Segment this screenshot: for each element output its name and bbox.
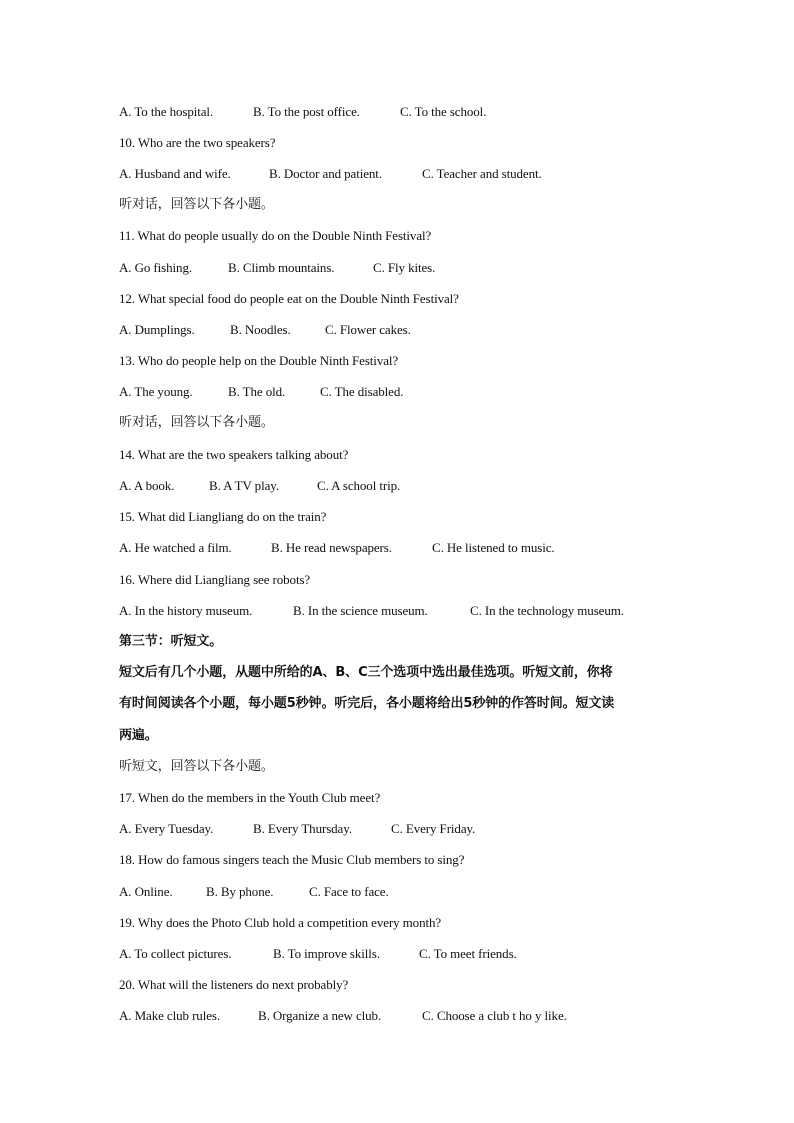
answer-options [119, 946, 517, 962]
option-b: B. Doctor and patient. [269, 166, 382, 181]
answer-options [119, 104, 486, 120]
option-b: B. Organize a new club. [258, 1008, 382, 1023]
option-c: C. He listened to music. [432, 540, 555, 555]
section-directions-line: 两遍。 [119, 728, 158, 743]
answer-options [119, 603, 624, 619]
answer-options [119, 821, 475, 837]
answer-options [119, 322, 411, 338]
question-text: 12. What special food do people eat on the Double Ninth Festival? [119, 291, 459, 306]
option-a: A. To collect pictures. [119, 946, 232, 961]
option-b: B. The old. [228, 384, 286, 399]
option-b: B. In the science museum. [293, 603, 428, 618]
answer-options [119, 478, 400, 494]
answer-options [119, 884, 389, 900]
answer-options [119, 166, 542, 182]
option-a: A. The young. [119, 384, 193, 399]
question-text: 11. What do people usually do on the Double Ninth Festival? [119, 228, 432, 243]
option-a: A. He watched a film. [119, 540, 232, 555]
option-a: A. Make club rules. [119, 1008, 220, 1023]
question-text: 20. What will the listeners do next probably? [119, 977, 349, 992]
section-directions-line: 有时间阅读各个小题，每小题5秒钟。听完后，各小题将给出5秒钟的作答时间。短文读 [119, 696, 615, 711]
section-instruction: 听短文，回答以下各小题。 [119, 759, 274, 774]
option-c: C. Teacher and student. [422, 166, 542, 181]
option-c: C. To meet friends. [419, 946, 517, 961]
option-a: A. A book. [119, 478, 175, 493]
option-c: C. Choose a club t ho y like. [422, 1008, 567, 1023]
option-c: C. Every Friday. [391, 821, 476, 836]
option-a: A. To the hospital. [119, 104, 214, 119]
question-text: 14. What are the two speakers talking about? [119, 447, 349, 462]
section-instruction: 听对话，回答以下各小题。 [119, 197, 274, 212]
option-c: C. The disabled. [320, 384, 404, 399]
option-c: C. In the technology museum. [470, 603, 624, 618]
option-b: B. He read newspapers. [271, 540, 392, 555]
section-instruction: 听对话，回答以下各小题。 [119, 415, 274, 430]
answer-options [119, 260, 435, 276]
option-c: C. A school trip. [317, 478, 401, 493]
option-a: A. Dumplings. [119, 322, 195, 337]
option-b: B. To improve skills. [273, 946, 380, 961]
question-text: 18. How do famous singers teach the Music Club members to sing? [119, 852, 465, 867]
option-c: C. Flower cakes. [325, 322, 411, 337]
option-c: C. Face to face. [309, 884, 389, 899]
option-a: A. Go fishing. [119, 260, 192, 275]
question-text: 16. Where did Liangliang see robots? [119, 572, 311, 587]
question-text: 17. When do the members in the Youth Club meet? [119, 790, 381, 805]
option-c: C. Fly kites. [373, 260, 436, 275]
question-text: 13. Who do people help on the Double Ninth Festival? [119, 353, 399, 368]
option-b: B. Every Thursday. [253, 821, 352, 836]
section-directions-line: 短文后有几个小题，从题中所给的A、B、C三个选项中选出最佳选项。听短文前，你将 [119, 665, 613, 680]
answer-options [119, 540, 555, 556]
question-text: 15. What did Liangliang do on the train? [119, 509, 327, 524]
section-heading: 第三节：听短文。 [119, 634, 223, 649]
option-a: A. In the history museum. [119, 603, 253, 618]
option-a: A. Husband and wife. [119, 166, 231, 181]
option-a: A. Every Tuesday. [119, 821, 214, 836]
option-b: B. A TV play. [209, 478, 279, 493]
option-a: A. Online. [119, 884, 173, 899]
question-text: 19. Why does the Photo Club hold a competition every month? [119, 915, 442, 930]
option-b: B. By phone. [206, 884, 274, 899]
option-b: B. To the post office. [253, 104, 360, 119]
answer-options [119, 384, 403, 400]
answer-options [119, 1008, 567, 1024]
question-text: 10. Who are the two speakers? [119, 135, 276, 150]
option-b: B. Climb mountains. [228, 260, 335, 275]
option-b: B. Noodles. [230, 322, 291, 337]
option-c: C. To the school. [400, 104, 487, 119]
